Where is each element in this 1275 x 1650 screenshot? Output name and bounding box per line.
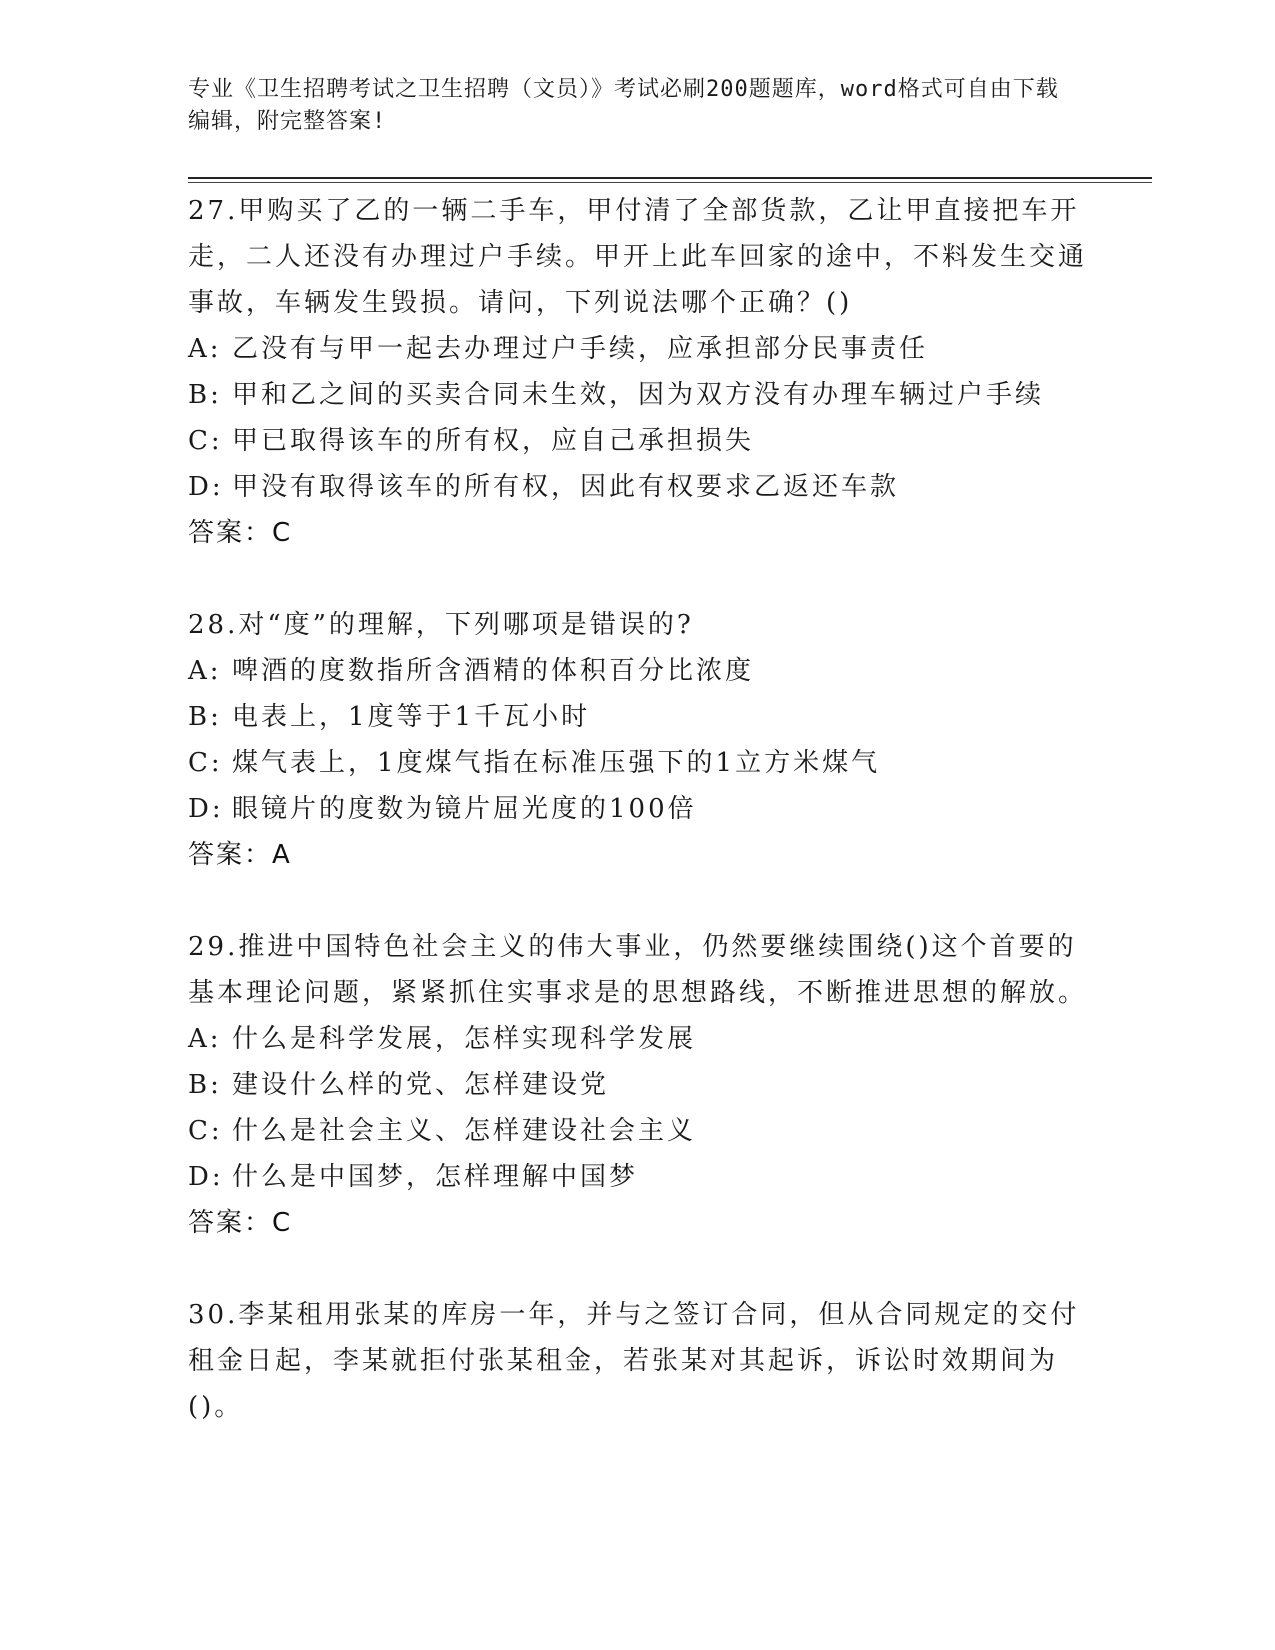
question-27 — [188, 188, 1088, 556]
answer-line: 答案：A — [188, 840, 292, 870]
option-letter: D: — [188, 794, 224, 824]
option-a — [188, 648, 1088, 694]
option-letter: D: — [188, 1162, 224, 1192]
option-c — [188, 740, 1088, 786]
question-28 — [188, 602, 1088, 878]
question-30 — [188, 1292, 1088, 1430]
option-d — [188, 786, 1088, 832]
option-letter: C: — [188, 426, 223, 456]
option-b — [188, 372, 1088, 418]
document-header: 专业《卫生招聘考试之卫生招聘（文员）》考试必刷200题题库，word格式可自由下载编辑，附完整答案! — [188, 77, 1059, 134]
option-b — [188, 1062, 1088, 1108]
option-letter: C: — [188, 748, 223, 778]
option-c — [188, 1108, 1088, 1154]
option-b — [188, 694, 1088, 740]
option-a — [188, 326, 1088, 372]
option-letter: B: — [188, 1070, 222, 1100]
option-letter: A: — [188, 1024, 222, 1054]
header-rule-thick — [188, 177, 1152, 179]
answer-line: 答案：C — [188, 518, 293, 548]
option-text: 煤气表上，1度煤气指在标准压强下的1立方米煤气 — [232, 748, 881, 778]
option-text: 眼镜片的度数为镜片屈光度的100倍 — [232, 794, 697, 824]
option-letter: B: — [188, 380, 222, 410]
option-c — [188, 418, 1088, 464]
option-text: 什么是社会主义、怎样建设社会主义 — [232, 1116, 697, 1146]
header-rule-thin — [188, 182, 1152, 183]
question-29 — [188, 924, 1088, 1246]
option-text: 甲已取得该车的所有权，应自己承担损失 — [232, 426, 755, 456]
option-d — [188, 464, 1088, 510]
option-letter: A: — [188, 656, 222, 686]
question-stem: 30.李某租用张某的库房一年，并与之签订合同，但从合同规定的交付租金日起，李某就拒付张某租金，若张某对其起诉，诉讼时效期间为()。 — [188, 1300, 1080, 1422]
option-letter: C: — [188, 1116, 223, 1146]
question-stem: 29.推进中国特色社会主义的伟大事业，仍然要继续围绕()这个首要的基本理论问题，紧紧抓住实事求是的思想路线，不断推进思想的解放。 — [188, 932, 1088, 1008]
option-text: 乙没有与甲一起去办理过户手续，应承担部分民事责任 — [232, 334, 929, 364]
option-text: 啤酒的度数指所含酒精的体积百分比浓度 — [232, 656, 755, 686]
option-text: 甲和乙之间的买卖合同未生效，因为双方没有办理车辆过户手续 — [232, 380, 1045, 410]
option-text: 什么是中国梦，怎样理解中国梦 — [232, 1162, 639, 1192]
option-letter: A: — [188, 334, 222, 364]
option-text: 建设什么样的党、怎样建设党 — [232, 1070, 610, 1100]
option-a — [188, 1016, 1088, 1062]
option-text: 甲没有取得该车的所有权，因此有权要求乙返还车款 — [232, 472, 900, 502]
option-text: 什么是科学发展，怎样实现科学发展 — [232, 1024, 697, 1054]
question-stem: 27.甲购买了乙的一辆二手车，甲付清了全部货款，乙让甲直接把车开走，二人还没有办理过户手续。甲开上此车回家的途中，不料发生交通事故，车辆发生毁损。请问，下列说法哪个正确？() — [188, 196, 1088, 318]
option-text: 电表上，1度等于1千瓦小时 — [232, 702, 591, 732]
option-letter: B: — [188, 702, 222, 732]
option-d — [188, 1154, 1088, 1200]
answer-line: 答案：C — [188, 1208, 293, 1238]
question-stem: 28.对“度”的理解，下列哪项是错误的? — [188, 610, 694, 640]
option-letter: D: — [188, 472, 224, 502]
question-list — [188, 188, 1088, 1430]
